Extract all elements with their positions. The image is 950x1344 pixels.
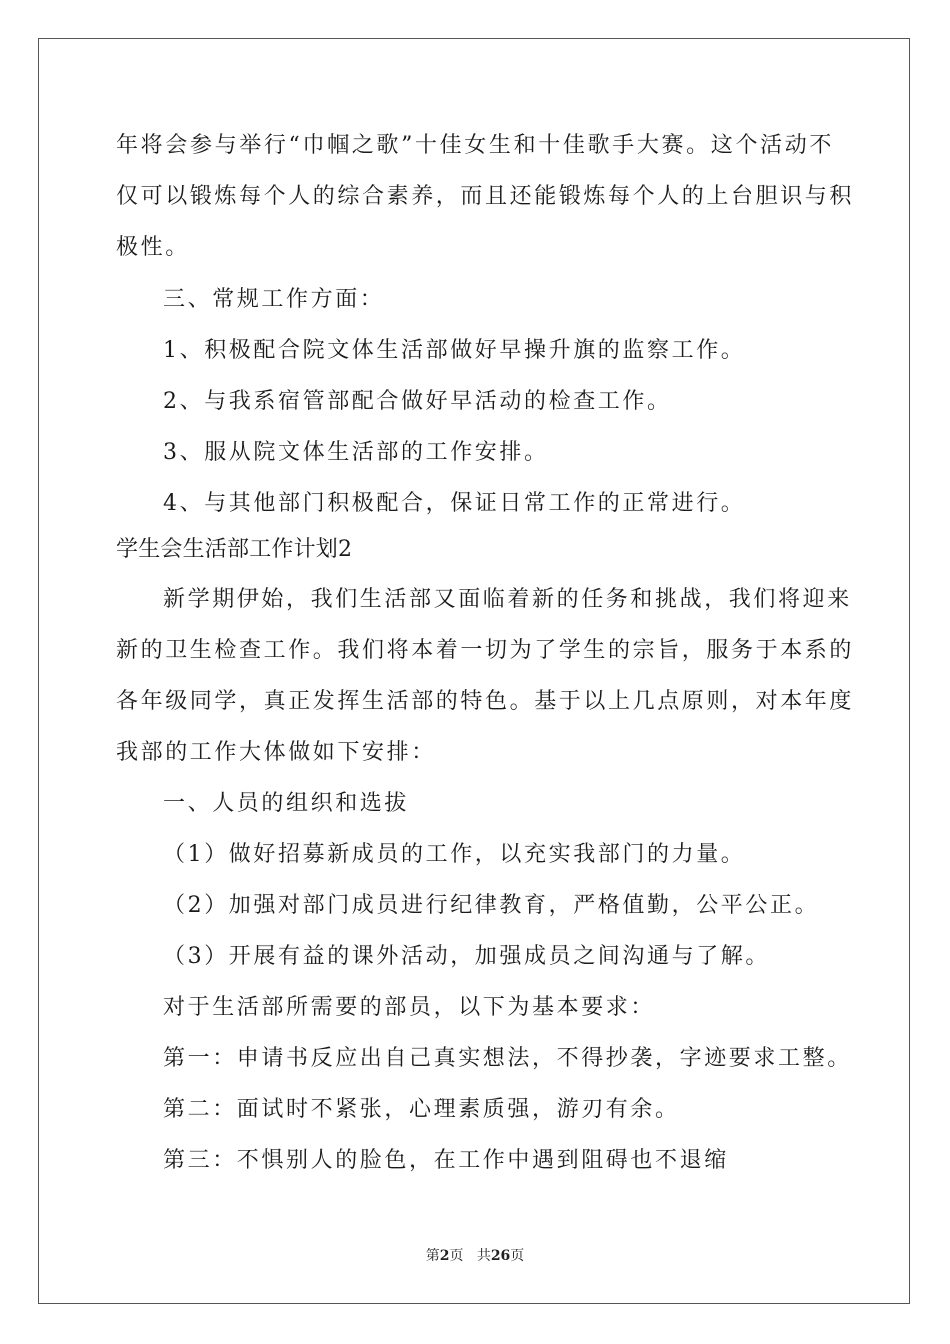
section-heading: 三、常规工作方面： — [163, 287, 385, 312]
paragraph-line: 各年级同学，真正发挥生活部的特色。基于以上几点原则，对本年度 — [116, 689, 855, 714]
list-item: 第一：申请书反应出自己真实想法，不得抄袭，字迹要求工整。 — [163, 1046, 852, 1071]
footer-page-prefix: 第 — [425, 1248, 440, 1264]
paragraph-line: 新的卫生检查工作。我们将本着一切为了学生的宗旨，服务于本系的 — [116, 638, 855, 663]
paragraph-line: 新学期伊始，我们生活部又面临着新的任务和挑战，我们将迎来 — [163, 587, 852, 612]
list-item: （1）做好招募新成员的工作，以充实我部门的力量。 — [163, 842, 746, 867]
list-item: 第二：面试时不紧张，心理素质强，游刃有余。 — [163, 1097, 680, 1122]
footer-total-pages: 26 — [490, 1248, 511, 1264]
page-footer — [0, 1246, 950, 1266]
list-item: 2、与我系宿管部配合做好早活动的检查工作。 — [163, 389, 672, 414]
footer-total-prefix: 共 — [476, 1248, 491, 1264]
list-item: （2）加强对部门成员进行纪律教育，严格值勤，公平公正。 — [163, 893, 820, 918]
footer-current-page: 2 — [439, 1248, 450, 1264]
paragraph-line: 仅可以锻炼每个人的综合素养，而且还能锻炼每个人的上台胆识与积 — [116, 184, 855, 209]
list-item: 3、服从院文体生活部的工作安排。 — [163, 440, 549, 465]
list-item: 1、积极配合院文体生活部做好早操升旗的监察工作。 — [163, 338, 746, 363]
list-item: 4、与其他部门积极配合，保证日常工作的正常进行。 — [163, 491, 746, 516]
list-item: 第三：不惧别人的脸色，在工作中遇到阻碍也不退缩 — [163, 1148, 729, 1173]
document-title: 学生会生活部工作计划2 — [116, 537, 353, 562]
paragraph-line: 我部的工作大体做如下安排： — [116, 740, 436, 765]
paragraph-line: 对于生活部所需要的部员，以下为基本要求： — [163, 995, 656, 1020]
section-heading: 一、人员的组织和选拔 — [163, 791, 410, 816]
list-item: （3）开展有益的课外活动，加强成员之间沟通与了解。 — [163, 944, 770, 969]
footer-total-suffix: 页 — [510, 1248, 525, 1264]
paragraph-line: 极性。 — [116, 235, 190, 260]
footer-page-suffix: 页 — [449, 1248, 464, 1264]
paragraph-line: 年将会参与举行“巾帼之歌”十佳女生和十佳歌手大赛。这个活动不 — [116, 133, 834, 158]
